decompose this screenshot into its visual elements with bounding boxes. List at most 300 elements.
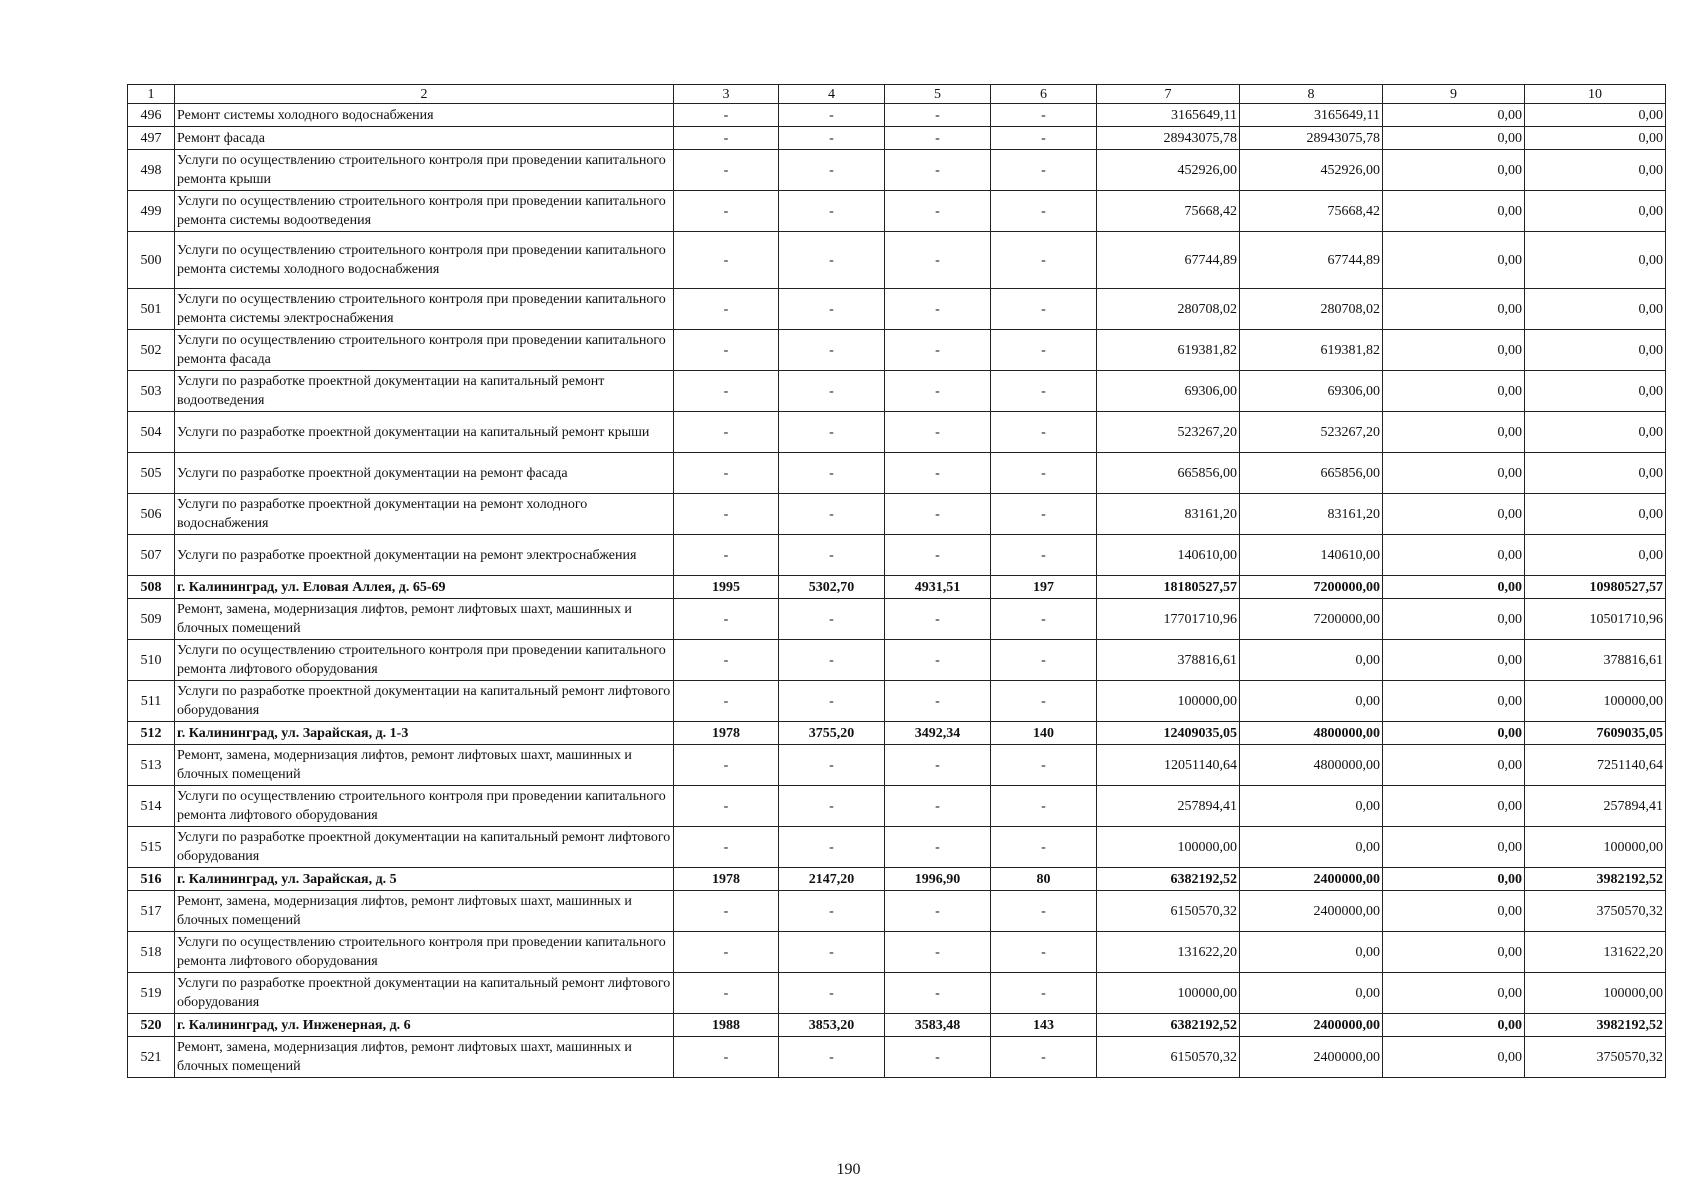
fund-cost-cell: 69306,00: [1240, 371, 1383, 412]
year-cell: 1988: [674, 1014, 779, 1037]
page-number: 190: [836, 1161, 861, 1178]
fund-cost-cell: 4800000,00: [1240, 722, 1383, 745]
total-cost-cell: 6382192,52: [1097, 868, 1240, 891]
work-description-cell: г. Калининград, ул. Инженерная, д. 6: [175, 1014, 674, 1037]
residents-cell: -: [991, 371, 1097, 412]
work-description-cell: Услуги по осуществлению строительного контроля при проведении капитального ремонта лифтового оборудования: [175, 786, 674, 827]
owners-cost-cell: 0,00: [1525, 371, 1666, 412]
budget-cost-cell: 0,00: [1383, 640, 1525, 681]
year-cell: -: [674, 412, 779, 453]
living-area-cell: -: [885, 535, 991, 576]
fund-cost-cell: 280708,02: [1240, 289, 1383, 330]
year-cell: -: [674, 599, 779, 640]
owners-cost-cell: 3750570,32: [1525, 891, 1666, 932]
total-cost-cell: 100000,00: [1097, 827, 1240, 868]
living-area-cell: -: [885, 599, 991, 640]
residents-cell: -: [991, 745, 1097, 786]
year-cell: -: [674, 827, 779, 868]
budget-cost-cell: 0,00: [1383, 576, 1525, 599]
budget-cost-cell: 0,00: [1383, 289, 1525, 330]
residents-cell: -: [991, 599, 1097, 640]
table-row: [128, 535, 1666, 576]
total-area-cell: -: [779, 127, 885, 150]
work-description-cell: Услуги по разработке проектной документации на ремонт фасада: [175, 453, 674, 494]
owners-cost-cell: 0,00: [1525, 104, 1666, 127]
budget-cost-cell: 0,00: [1383, 681, 1525, 722]
total-cost-cell: 257894,41: [1097, 786, 1240, 827]
budget-cost-cell: 0,00: [1383, 973, 1525, 1014]
column-number-header: 9: [1383, 85, 1525, 104]
total-cost-cell: 619381,82: [1097, 330, 1240, 371]
column-number-header: 1: [128, 85, 175, 104]
living-area-cell: -: [885, 1037, 991, 1078]
column-number-header: 7: [1097, 85, 1240, 104]
work-description-cell: Услуги по разработке проектной документации на капитальный ремонт лифтового оборудования: [175, 827, 674, 868]
row-number-cell: 511: [128, 681, 175, 722]
total-cost-cell: 3165649,11: [1097, 104, 1240, 127]
fund-cost-cell: 0,00: [1240, 973, 1383, 1014]
total-area-cell: -: [779, 412, 885, 453]
budget-cost-cell: 0,00: [1383, 453, 1525, 494]
work-description-cell: г. Калининград, ул. Зарайская, д. 5: [175, 868, 674, 891]
total-area-cell: 5302,70: [779, 576, 885, 599]
total-cost-cell: 100000,00: [1097, 973, 1240, 1014]
total-cost-cell: 17701710,96: [1097, 599, 1240, 640]
total-cost-cell: 28943075,78: [1097, 127, 1240, 150]
living-area-cell: -: [885, 891, 991, 932]
total-area-cell: -: [779, 827, 885, 868]
budget-cost-cell: 0,00: [1383, 1037, 1525, 1078]
total-area-cell: -: [779, 232, 885, 289]
row-number-cell: 510: [128, 640, 175, 681]
fund-cost-cell: 7200000,00: [1240, 599, 1383, 640]
year-cell: -: [674, 150, 779, 191]
row-number-cell: 508: [128, 576, 175, 599]
residents-cell: -: [991, 827, 1097, 868]
total-area-cell: -: [779, 371, 885, 412]
owners-cost-cell: 0,00: [1525, 150, 1666, 191]
owners-cost-cell: 0,00: [1525, 232, 1666, 289]
budget-cost-cell: 0,00: [1383, 330, 1525, 371]
budget-cost-cell: 0,00: [1383, 827, 1525, 868]
owners-cost-cell: 7251140,64: [1525, 745, 1666, 786]
total-cost-cell: 280708,02: [1097, 289, 1240, 330]
row-number-cell: 516: [128, 868, 175, 891]
column-number-header: 5: [885, 85, 991, 104]
row-number-cell: 513: [128, 745, 175, 786]
total-cost-cell: 6382192,52: [1097, 1014, 1240, 1037]
residents-cell: -: [991, 1037, 1097, 1078]
fund-cost-cell: 0,00: [1240, 681, 1383, 722]
fund-cost-cell: 0,00: [1240, 827, 1383, 868]
living-area-cell: -: [885, 640, 991, 681]
total-area-cell: -: [779, 681, 885, 722]
year-cell: -: [674, 786, 779, 827]
table-row: [128, 891, 1666, 932]
residents-cell: -: [991, 127, 1097, 150]
work-description-cell: Услуги по разработке проектной документации на капитальный ремонт лифтового оборудования: [175, 681, 674, 722]
budget-cost-cell: 0,00: [1383, 891, 1525, 932]
year-cell: 1978: [674, 868, 779, 891]
owners-cost-cell: 0,00: [1525, 412, 1666, 453]
owners-cost-cell: 100000,00: [1525, 973, 1666, 1014]
residents-cell: -: [991, 289, 1097, 330]
work-description-cell: Услуги по разработке проектной документации на ремонт электроснабжения: [175, 535, 674, 576]
fund-cost-cell: 67744,89: [1240, 232, 1383, 289]
address-row: [128, 576, 1666, 599]
fund-cost-cell: 523267,20: [1240, 412, 1383, 453]
row-number-cell: 502: [128, 330, 175, 371]
residents-cell: -: [991, 412, 1097, 453]
fund-cost-cell: 3165649,11: [1240, 104, 1383, 127]
table-row: [128, 150, 1666, 191]
work-description-cell: Услуги по осуществлению строительного контроля при проведении капитального ремонта системы водоотведения: [175, 191, 674, 232]
budget-cost-cell: 0,00: [1383, 535, 1525, 576]
work-description-cell: Ремонт, замена, модернизация лифтов, ремонт лифтовых шахт, машинных и блочных помещений: [175, 599, 674, 640]
total-cost-cell: 12409035,05: [1097, 722, 1240, 745]
total-cost-cell: 69306,00: [1097, 371, 1240, 412]
total-area-cell: -: [779, 891, 885, 932]
year-cell: -: [674, 191, 779, 232]
work-description-cell: г. Калининград, ул. Зарайская, д. 1-3: [175, 722, 674, 745]
living-area-cell: -: [885, 150, 991, 191]
table-row: [128, 127, 1666, 150]
living-area-cell: -: [885, 232, 991, 289]
row-number-cell: 515: [128, 827, 175, 868]
fund-cost-cell: 4800000,00: [1240, 745, 1383, 786]
residents-cell: -: [991, 232, 1097, 289]
row-number-cell: 503: [128, 371, 175, 412]
residents-cell: -: [991, 330, 1097, 371]
total-cost-cell: 100000,00: [1097, 681, 1240, 722]
work-description-cell: Услуги по разработке проектной документации на капитальный ремонт водоотведения: [175, 371, 674, 412]
total-area-cell: -: [779, 289, 885, 330]
residents-cell: 80: [991, 868, 1097, 891]
owners-cost-cell: 0,00: [1525, 453, 1666, 494]
row-number-cell: 519: [128, 973, 175, 1014]
fund-cost-cell: 2400000,00: [1240, 1037, 1383, 1078]
total-area-cell: 3853,20: [779, 1014, 885, 1037]
living-area-cell: -: [885, 494, 991, 535]
budget-table: [127, 84, 1666, 1078]
total-area-cell: 3755,20: [779, 722, 885, 745]
fund-cost-cell: 83161,20: [1240, 494, 1383, 535]
total-cost-cell: 523267,20: [1097, 412, 1240, 453]
owners-cost-cell: 0,00: [1525, 330, 1666, 371]
table-row: [128, 412, 1666, 453]
residents-cell: -: [991, 191, 1097, 232]
row-number-cell: 512: [128, 722, 175, 745]
living-area-cell: -: [885, 932, 991, 973]
residents-cell: -: [991, 640, 1097, 681]
total-cost-cell: 67744,89: [1097, 232, 1240, 289]
total-cost-cell: 140610,00: [1097, 535, 1240, 576]
budget-cost-cell: 0,00: [1383, 599, 1525, 640]
owners-cost-cell: 0,00: [1525, 494, 1666, 535]
row-number-cell: 514: [128, 786, 175, 827]
owners-cost-cell: 3982192,52: [1525, 1014, 1666, 1037]
residents-cell: -: [991, 150, 1097, 191]
budget-cost-cell: 0,00: [1383, 104, 1525, 127]
total-cost-cell: 12051140,64: [1097, 745, 1240, 786]
residents-cell: -: [991, 891, 1097, 932]
living-area-cell: -: [885, 453, 991, 494]
table-row: [128, 104, 1666, 127]
column-number-header: 3: [674, 85, 779, 104]
living-area-cell: -: [885, 289, 991, 330]
work-description-cell: Ремонт, замена, модернизация лифтов, ремонт лифтовых шахт, машинных и блочных помещений: [175, 1037, 674, 1078]
owners-cost-cell: 3982192,52: [1525, 868, 1666, 891]
column-number-header-row: [128, 85, 1666, 104]
year-cell: -: [674, 371, 779, 412]
year-cell: -: [674, 535, 779, 576]
table-row: [128, 640, 1666, 681]
year-cell: 1995: [674, 576, 779, 599]
table-row: [128, 494, 1666, 535]
total-area-cell: -: [779, 745, 885, 786]
living-area-cell: -: [885, 786, 991, 827]
table-body: [128, 85, 1666, 1078]
table-row: [128, 453, 1666, 494]
work-description-cell: Услуги по осуществлению строительного контроля при проведении капитального ремонта системы электроснабжения: [175, 289, 674, 330]
work-description-cell: Услуги по осуществлению строительного контроля при проведении капитального ремонта фасада: [175, 330, 674, 371]
owners-cost-cell: 131622,20: [1525, 932, 1666, 973]
fund-cost-cell: 0,00: [1240, 640, 1383, 681]
year-cell: -: [674, 232, 779, 289]
table-row: [128, 191, 1666, 232]
year-cell: -: [674, 891, 779, 932]
residents-cell: 140: [991, 722, 1097, 745]
row-number-cell: 504: [128, 412, 175, 453]
table-row: [128, 1037, 1666, 1078]
column-number-header: 2: [175, 85, 674, 104]
row-number-cell: 506: [128, 494, 175, 535]
owners-cost-cell: 0,00: [1525, 289, 1666, 330]
living-area-cell: -: [885, 973, 991, 1014]
residents-cell: -: [991, 535, 1097, 576]
table-row: [128, 371, 1666, 412]
work-description-cell: Ремонт, замена, модернизация лифтов, ремонт лифтовых шахт, машинных и блочных помещений: [175, 891, 674, 932]
fund-cost-cell: 2400000,00: [1240, 868, 1383, 891]
residents-cell: -: [991, 786, 1097, 827]
total-area-cell: 2147,20: [779, 868, 885, 891]
column-number-header: 6: [991, 85, 1097, 104]
owners-cost-cell: 100000,00: [1525, 681, 1666, 722]
row-number-cell: 520: [128, 1014, 175, 1037]
year-cell: -: [674, 330, 779, 371]
owners-cost-cell: 100000,00: [1525, 827, 1666, 868]
row-number-cell: 497: [128, 127, 175, 150]
table-row: [128, 330, 1666, 371]
row-number-cell: 500: [128, 232, 175, 289]
total-cost-cell: 6150570,32: [1097, 1037, 1240, 1078]
living-area-cell: 3583,48: [885, 1014, 991, 1037]
living-area-cell: -: [885, 371, 991, 412]
table-row: [128, 599, 1666, 640]
work-description-cell: Услуги по разработке проектной документации на ремонт холодного водоснабжения: [175, 494, 674, 535]
budget-cost-cell: 0,00: [1383, 868, 1525, 891]
budget-cost-cell: 0,00: [1383, 127, 1525, 150]
fund-cost-cell: 0,00: [1240, 786, 1383, 827]
table-row: [128, 232, 1666, 289]
total-area-cell: -: [779, 535, 885, 576]
table-row: [128, 973, 1666, 1014]
total-area-cell: -: [779, 191, 885, 232]
total-cost-cell: 6150570,32: [1097, 891, 1240, 932]
owners-cost-cell: 0,00: [1525, 127, 1666, 150]
year-cell: -: [674, 681, 779, 722]
year-cell: -: [674, 127, 779, 150]
residents-cell: -: [991, 104, 1097, 127]
total-area-cell: -: [779, 494, 885, 535]
year-cell: -: [674, 745, 779, 786]
total-area-cell: -: [779, 150, 885, 191]
row-number-cell: 518: [128, 932, 175, 973]
fund-cost-cell: 0,00: [1240, 932, 1383, 973]
budget-cost-cell: 0,00: [1383, 722, 1525, 745]
table-row: [128, 932, 1666, 973]
fund-cost-cell: 28943075,78: [1240, 127, 1383, 150]
table-row: [128, 786, 1666, 827]
living-area-cell: -: [885, 330, 991, 371]
owners-cost-cell: 10980527,57: [1525, 576, 1666, 599]
fund-cost-cell: 140610,00: [1240, 535, 1383, 576]
total-area-cell: -: [779, 640, 885, 681]
living-area-cell: -: [885, 681, 991, 722]
row-number-cell: 496: [128, 104, 175, 127]
total-area-cell: -: [779, 786, 885, 827]
owners-cost-cell: 378816,61: [1525, 640, 1666, 681]
row-number-cell: 509: [128, 599, 175, 640]
year-cell: -: [674, 1037, 779, 1078]
table-row: [128, 681, 1666, 722]
residents-cell: 197: [991, 576, 1097, 599]
table-row: [128, 827, 1666, 868]
total-cost-cell: 131622,20: [1097, 932, 1240, 973]
living-area-cell: -: [885, 127, 991, 150]
fund-cost-cell: 452926,00: [1240, 150, 1383, 191]
budget-cost-cell: 0,00: [1383, 232, 1525, 289]
row-number-cell: 499: [128, 191, 175, 232]
total-area-cell: -: [779, 104, 885, 127]
work-description-cell: Ремонт системы холодного водоснабжения: [175, 104, 674, 127]
owners-cost-cell: 0,00: [1525, 535, 1666, 576]
owners-cost-cell: 0,00: [1525, 191, 1666, 232]
residents-cell: -: [991, 494, 1097, 535]
total-cost-cell: 18180527,57: [1097, 576, 1240, 599]
fund-cost-cell: 7200000,00: [1240, 576, 1383, 599]
table-row: [128, 745, 1666, 786]
budget-cost-cell: 0,00: [1383, 786, 1525, 827]
fund-cost-cell: 2400000,00: [1240, 891, 1383, 932]
address-row: [128, 868, 1666, 891]
work-description-cell: Услуги по разработке проектной документации на капитальный ремонт лифтового оборудования: [175, 973, 674, 1014]
column-number-header: 8: [1240, 85, 1383, 104]
budget-cost-cell: 0,00: [1383, 932, 1525, 973]
year-cell: -: [674, 640, 779, 681]
total-area-cell: -: [779, 1037, 885, 1078]
total-cost-cell: 452926,00: [1097, 150, 1240, 191]
total-cost-cell: 75668,42: [1097, 191, 1240, 232]
work-description-cell: Услуги по осуществлению строительного контроля при проведении капитального ремонта системы холодного водоснабжения: [175, 232, 674, 289]
living-area-cell: -: [885, 191, 991, 232]
work-description-cell: Услуги по осуществлению строительного контроля при проведении капитального ремонта лифтового оборудования: [175, 932, 674, 973]
work-description-cell: Ремонт фасада: [175, 127, 674, 150]
budget-cost-cell: 0,00: [1383, 1014, 1525, 1037]
row-number-cell: 505: [128, 453, 175, 494]
work-description-cell: г. Калининград, ул. Еловая Аллея, д. 65-69: [175, 576, 674, 599]
row-number-cell: 521: [128, 1037, 175, 1078]
owners-cost-cell: 10501710,96: [1525, 599, 1666, 640]
row-number-cell: 517: [128, 891, 175, 932]
work-description-cell: Ремонт, замена, модернизация лифтов, ремонт лифтовых шахт, машинных и блочных помещений: [175, 745, 674, 786]
fund-cost-cell: 75668,42: [1240, 191, 1383, 232]
total-cost-cell: 665856,00: [1097, 453, 1240, 494]
work-description-cell: Услуги по осуществлению строительного контроля при проведении капитального ремонта лифтового оборудования: [175, 640, 674, 681]
residents-cell: -: [991, 932, 1097, 973]
work-description-cell: Услуги по разработке проектной документации на капитальный ремонт крыши: [175, 412, 674, 453]
year-cell: -: [674, 104, 779, 127]
row-number-cell: 498: [128, 150, 175, 191]
total-area-cell: -: [779, 330, 885, 371]
total-area-cell: -: [779, 453, 885, 494]
year-cell: -: [674, 973, 779, 1014]
year-cell: -: [674, 289, 779, 330]
work-description-cell: Услуги по осуществлению строительного контроля при проведении капитального ремонта крыши: [175, 150, 674, 191]
address-row: [128, 1014, 1666, 1037]
budget-cost-cell: 0,00: [1383, 412, 1525, 453]
table-row: [128, 289, 1666, 330]
year-cell: -: [674, 453, 779, 494]
year-cell: -: [674, 494, 779, 535]
total-cost-cell: 83161,20: [1097, 494, 1240, 535]
living-area-cell: 4931,51: [885, 576, 991, 599]
living-area-cell: -: [885, 745, 991, 786]
year-cell: 1978: [674, 722, 779, 745]
budget-cost-cell: 0,00: [1383, 745, 1525, 786]
total-area-cell: -: [779, 932, 885, 973]
row-number-cell: 507: [128, 535, 175, 576]
living-area-cell: -: [885, 827, 991, 868]
owners-cost-cell: 7609035,05: [1525, 722, 1666, 745]
row-number-cell: 501: [128, 289, 175, 330]
budget-table-sheet: [127, 84, 1665, 1078]
residents-cell: -: [991, 453, 1097, 494]
residents-cell: -: [991, 973, 1097, 1014]
living-area-cell: -: [885, 412, 991, 453]
fund-cost-cell: 665856,00: [1240, 453, 1383, 494]
column-number-header: 4: [779, 85, 885, 104]
total-cost-cell: 378816,61: [1097, 640, 1240, 681]
column-number-header: 10: [1525, 85, 1666, 104]
budget-cost-cell: 0,00: [1383, 371, 1525, 412]
total-area-cell: -: [779, 599, 885, 640]
owners-cost-cell: 257894,41: [1525, 786, 1666, 827]
budget-cost-cell: 0,00: [1383, 191, 1525, 232]
living-area-cell: -: [885, 104, 991, 127]
budget-cost-cell: 0,00: [1383, 494, 1525, 535]
owners-cost-cell: 3750570,32: [1525, 1037, 1666, 1078]
address-row: [128, 722, 1666, 745]
residents-cell: 143: [991, 1014, 1097, 1037]
fund-cost-cell: 619381,82: [1240, 330, 1383, 371]
total-area-cell: -: [779, 973, 885, 1014]
living-area-cell: 3492,34: [885, 722, 991, 745]
budget-cost-cell: 0,00: [1383, 150, 1525, 191]
residents-cell: -: [991, 681, 1097, 722]
living-area-cell: 1996,90: [885, 868, 991, 891]
fund-cost-cell: 2400000,00: [1240, 1014, 1383, 1037]
